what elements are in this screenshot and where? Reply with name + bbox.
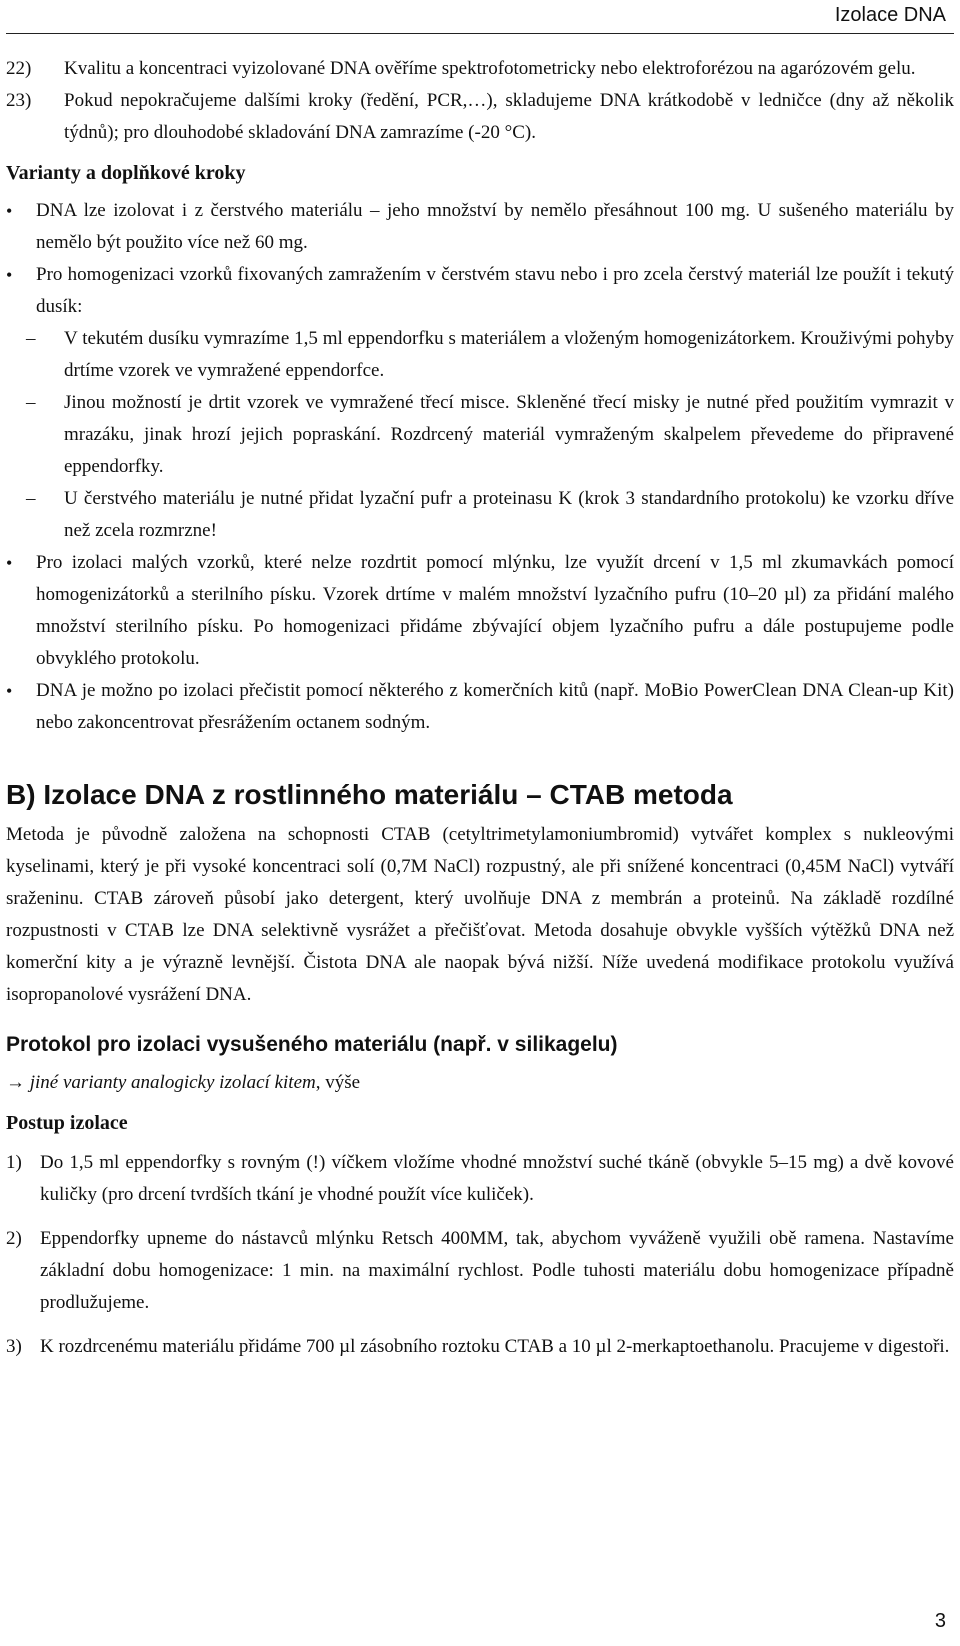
- arrow-right-icon: →: [6, 1072, 25, 1093]
- protocol-step: [6, 1223, 954, 1319]
- bullet-marker: •: [6, 265, 13, 285]
- dash-marker: –: [26, 488, 36, 509]
- dash-text: U čerstvého materiálu je nutné přidat lyzační pufr a proteinasu K (krok 3 standardního protokolu) ke vzorku dříve než zcela rozmrzne!: [64, 488, 954, 541]
- page-content: [6, 53, 954, 1375]
- protocol-note-italic: jiné varianty analogicky izolací kitem: [29, 1072, 316, 1093]
- variant-bullet: [6, 195, 954, 259]
- step-number: 2): [6, 1228, 22, 1249]
- step-text: Eppendorfky upneme do nástavců mlýnku Retsch 400MM, tak, abychom vyváženě využili obě ramena. Nastavíme základní dobu homogenizace: 1 min. na maximální rychlost. Podle tuhosti materiálu dobu homogenizace případně prodlužujeme.: [40, 1228, 954, 1313]
- variant-bullet: [6, 259, 954, 323]
- postup-heading: Postup izolace: [6, 1112, 128, 1134]
- step-number: 22): [6, 58, 32, 79]
- bullet-text: Pro izolaci malých vzorků, které nelze rozdrtit pomocí mlýnku, lze využít drcení v 1,5 ml zkumavkách pomocí homogenizátorků a sterilního písku. Vzorek drtíme v malém množství lyzačního pufru (10–20 µl) za přidání malého množství sterilního písku. Po homogenizaci přidáme zbývající objem lyzačního pufru a dále postupujeme podle obvyklého protokolu.: [36, 552, 954, 669]
- page-number: 3: [934, 1610, 946, 1632]
- bullet-text: Pro homogenizaci vzorků fixovaných zamražením v čerstvém stavu nebo i pro zcela čerstvý materiál lze použít i tekutý dusík:: [36, 264, 954, 317]
- variants-heading: Varianty a doplňkové kroky: [6, 162, 246, 184]
- dash-text: V tekutém dusíku vymrazíme 1,5 ml eppendorfku s materiálem a vloženým homogenizátorkem. Krouživými pohyby drtíme vzorek ve vymražené eppendorfce.: [64, 328, 954, 381]
- step-number: 1): [6, 1152, 22, 1173]
- dash-marker: –: [26, 328, 36, 349]
- dash-marker: –: [26, 392, 36, 413]
- variant-dash-item: [6, 387, 954, 483]
- step-text: K rozdrcenému materiálu přidáme 700 µl zásobního roztoku CTAB a 10 µl 2-merkaptoethanolu. Pracujeme v digestoři.: [40, 1336, 950, 1357]
- variant-dash-item: [6, 323, 954, 387]
- protocol-step: [6, 1331, 954, 1363]
- bullet-marker: •: [6, 681, 13, 701]
- step-23: [6, 85, 954, 149]
- protocol-heading: Protokol pro izolaci vysušeného materiálu (např. v silikagelu): [6, 1033, 618, 1056]
- variant-dash-item: [6, 483, 954, 547]
- header-rule: [6, 33, 954, 34]
- section-b-paragraph: Metoda je původně založena na schopnosti CTAB (cetyltrimetylamoniumbromid) vytvářet komplex s nukleovými kyselinami, který je při vysoké koncentraci solí (0,7M NaCl) rozpustný, ale při snížené koncentraci (0,45M NaCl) vytváří sraženinu. CTAB zároveň působí jako detergent, který uvolňuje DNA z membrán a proteinů. Na základě rozdílné rozpustnosti v CTAB lze DNA selektivně vysrážet a přečišťovat. Metoda dosahuje obvykle vyšších výtěžků DNA než komerční kity a je výrazně levnější. Čistota DNA ale naopak bývá nižší. Níže uvedená modifikace protokolu využívá isopropanolové vysrážení DNA.: [6, 824, 954, 1005]
- variant-bullet: [6, 547, 954, 675]
- dash-text: Jinou možností je drtit vzorek ve vymražené třecí misce. Skleněné třecí misky je nutné před použitím vymrazit v mrazáku, jinak hrozí jejich popraskání. Rozdrcený materiál vymraženým skalpelem převedeme do připravené eppendorfky.: [64, 392, 954, 477]
- step-text: Pokud nepokračujeme dalšími kroky (ředění, PCR,…), skladujeme DNA krátkodobě v ledničce (dny až několik týdnů); pro dlouhodobé skladování DNA zamrazíme (-20 °C).: [64, 90, 954, 143]
- step-number: 23): [6, 90, 32, 111]
- step-text: Kvalitu a koncentraci vyizolované DNA ověříme spektrofotometricky nebo elektroforézou na agarózovém gelu.: [64, 58, 916, 79]
- section-b-heading: B) Izolace DNA z rostlinného materiálu – CTAB metoda: [6, 779, 733, 810]
- protocol-note-rest: , výše: [315, 1072, 361, 1093]
- step-number: 3): [6, 1336, 22, 1357]
- bullet-marker: •: [6, 201, 13, 221]
- step-text: Do 1,5 ml eppendorfky s rovným (!) víčkem vložíme vhodné množství suché tkáně (obvykle 5–15 mg) a dvě kovové kuličky (pro drcení tvrdších tkání je vhodné použít více kuliček).: [40, 1152, 954, 1205]
- step-22: [6, 53, 954, 85]
- variant-bullet: [6, 675, 954, 739]
- protocol-step: [6, 1147, 954, 1211]
- bullet-marker: •: [6, 553, 13, 573]
- bullet-text: DNA je možno po izolaci přečistit pomocí některého z komerčních kitů (např. MoBio PowerClean DNA Clean-up Kit) nebo zakoncentrovat přesrážením octanem sodným.: [36, 680, 954, 733]
- bullet-text: DNA lze izolovat i z čerstvého materiálu – jeho množství by nemělo přesáhnout 100 mg. U sušeného materiálu by nemělo být použito více než 60 mg.: [36, 200, 954, 253]
- running-header-title: Izolace DNA: [834, 4, 946, 26]
- protocol-note: [6, 1067, 954, 1099]
